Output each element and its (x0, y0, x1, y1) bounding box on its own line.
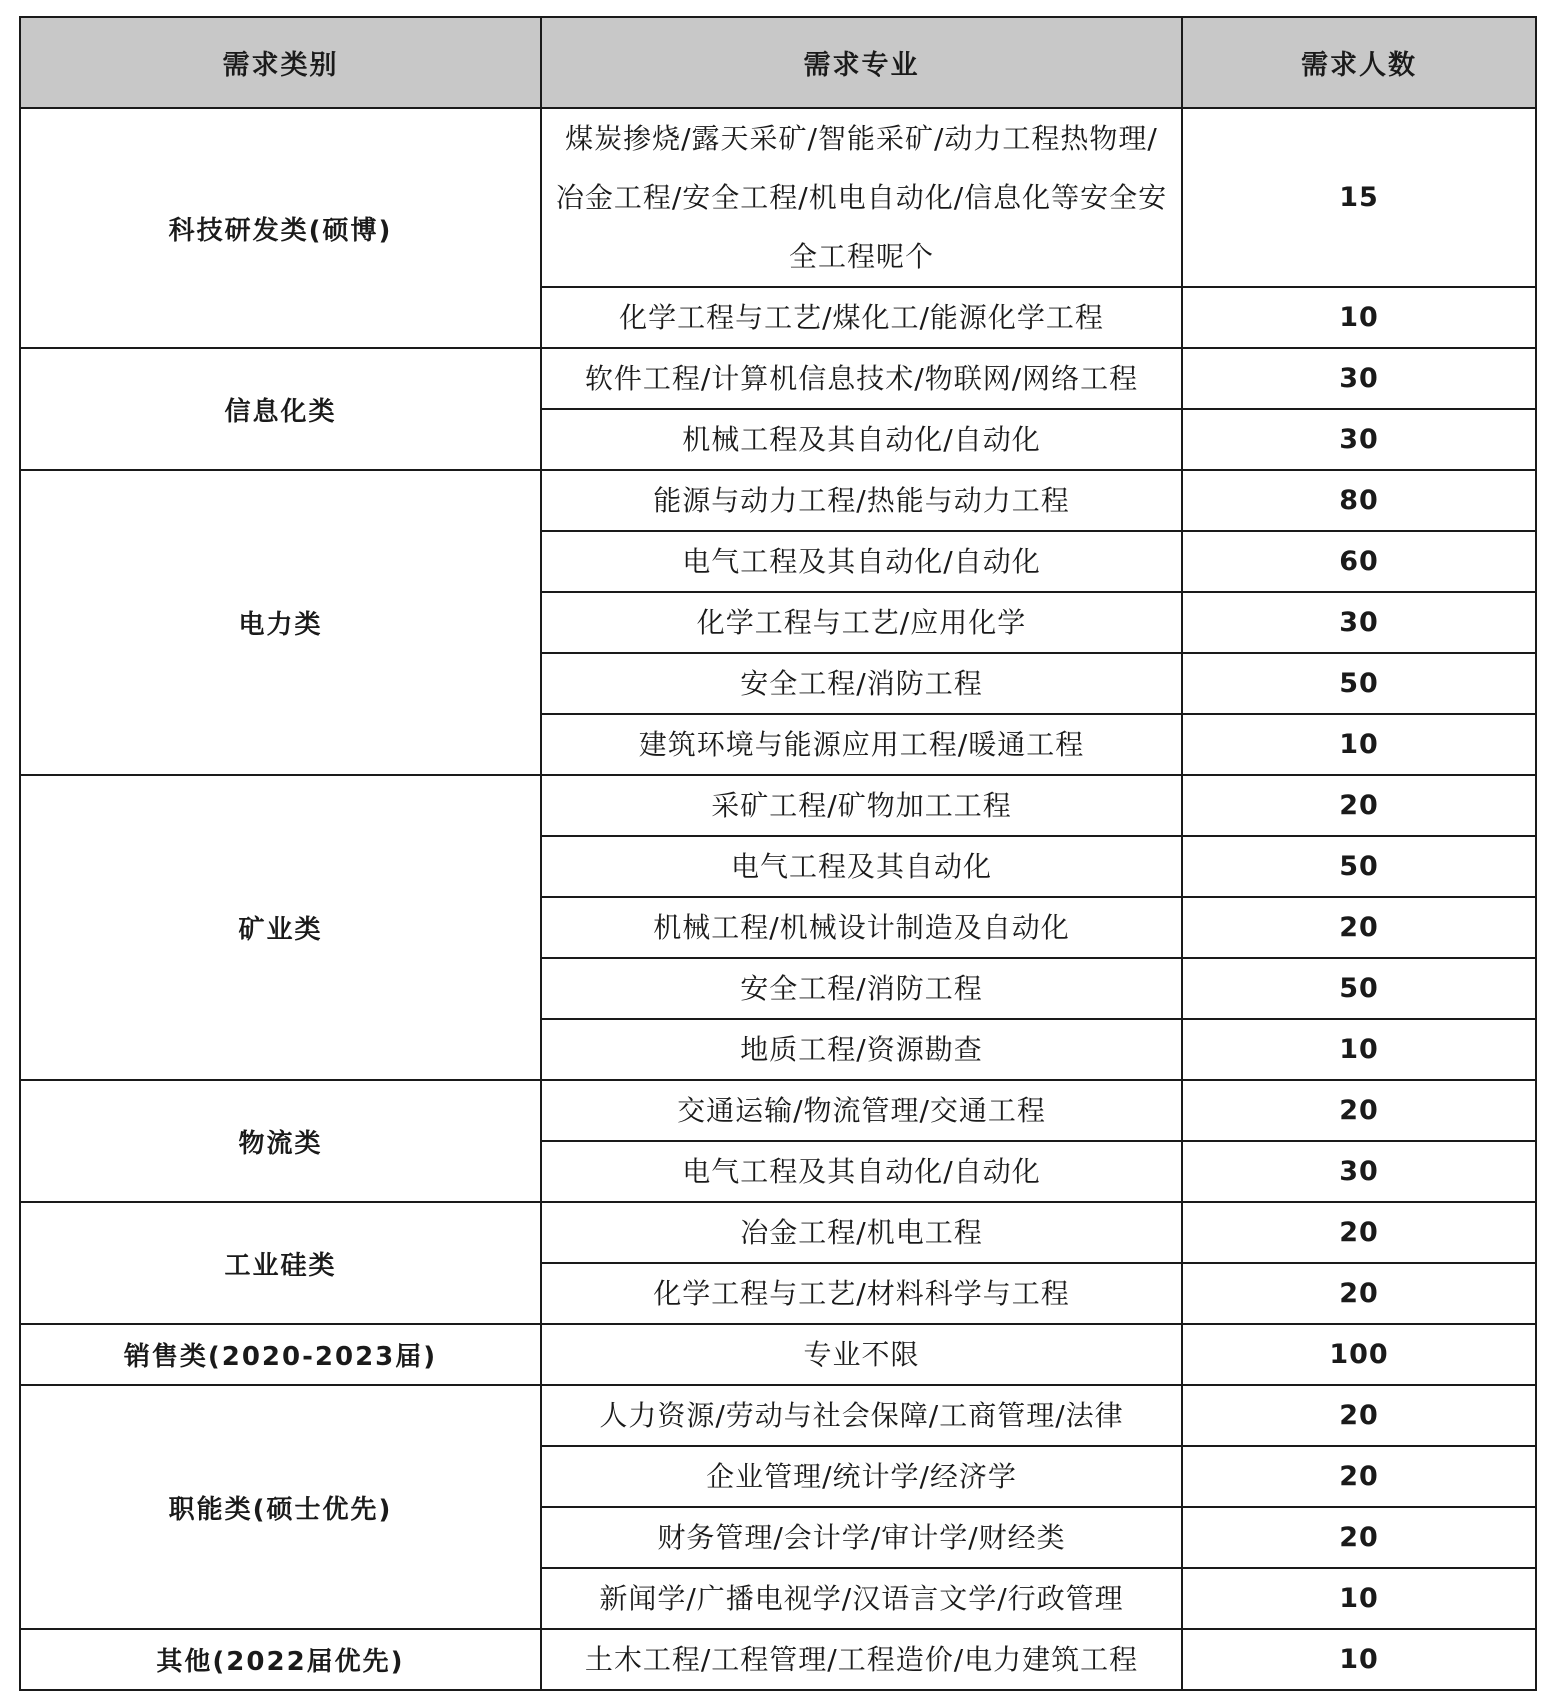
major-cell: 企业管理/统计学/经济学 (541, 1446, 1182, 1507)
count-cell: 60 (1182, 531, 1536, 592)
major-cell: 地质工程/资源勘查 (541, 1019, 1182, 1080)
major-cell: 采矿工程/矿物加工工程 (541, 775, 1182, 836)
category-cell: 电力类 (20, 470, 541, 775)
table-row (20, 108, 1536, 287)
count-cell: 20 (1182, 1080, 1536, 1141)
major-cell: 电气工程及其自动化/自动化 (541, 531, 1182, 592)
count-cell: 30 (1182, 348, 1536, 409)
category-cell: 其他(2022届优先) (20, 1629, 541, 1690)
header-major: 需求专业 (541, 17, 1182, 108)
major-cell: 交通运输/物流管理/交通工程 (541, 1080, 1182, 1141)
major-cell: 新闻学/广播电视学/汉语言文学/行政管理 (541, 1568, 1182, 1629)
table-row (20, 1629, 1536, 1690)
count-cell: 20 (1182, 1507, 1536, 1568)
category-cell: 职能类(硕士优先) (20, 1385, 541, 1629)
table-row (20, 1324, 1536, 1385)
count-cell: 10 (1182, 1568, 1536, 1629)
major-cell: 煤炭掺烧/露天采矿/智能采矿/动力工程热物理/冶金工程/安全工程/机电自动化/信息化等安全安全工程呢个 (541, 108, 1182, 287)
major-cell: 财务管理/会计学/审计学/财经类 (541, 1507, 1182, 1568)
header-row (20, 17, 1536, 108)
table-row (20, 1202, 1536, 1263)
count-cell: 10 (1182, 1019, 1536, 1080)
header-category: 需求类别 (20, 17, 541, 108)
count-cell: 20 (1182, 1202, 1536, 1263)
category-cell: 物流类 (20, 1080, 541, 1202)
count-cell: 10 (1182, 287, 1536, 348)
category-cell: 信息化类 (20, 348, 541, 470)
major-cell: 机械工程及其自动化/自动化 (541, 409, 1182, 470)
table-row (20, 1385, 1536, 1446)
count-cell: 30 (1182, 409, 1536, 470)
count-cell: 30 (1182, 592, 1536, 653)
count-cell: 10 (1182, 1629, 1536, 1690)
category-cell: 工业硅类 (20, 1202, 541, 1324)
count-cell: 50 (1182, 836, 1536, 897)
table-row (20, 470, 1536, 531)
major-cell: 建筑环境与能源应用工程/暖通工程 (541, 714, 1182, 775)
major-cell: 专业不限 (541, 1324, 1182, 1385)
major-cell: 能源与动力工程/热能与动力工程 (541, 470, 1182, 531)
major-cell: 安全工程/消防工程 (541, 958, 1182, 1019)
table-row (20, 348, 1536, 409)
count-cell: 30 (1182, 1141, 1536, 1202)
count-cell: 50 (1182, 958, 1536, 1019)
count-cell: 15 (1182, 108, 1536, 287)
major-cell: 机械工程/机械设计制造及自动化 (541, 897, 1182, 958)
category-cell: 科技研发类(硕博) (20, 108, 541, 348)
category-cell: 矿业类 (20, 775, 541, 1080)
category-cell: 销售类(2020-2023届) (20, 1324, 541, 1385)
header-count: 需求人数 (1182, 17, 1536, 108)
count-cell: 80 (1182, 470, 1536, 531)
count-cell: 10 (1182, 714, 1536, 775)
major-cell: 人力资源/劳动与社会保障/工商管理/法律 (541, 1385, 1182, 1446)
count-cell: 20 (1182, 1385, 1536, 1446)
recruitment-demand-table (19, 16, 1537, 1691)
count-cell: 100 (1182, 1324, 1536, 1385)
major-cell: 土木工程/工程管理/工程造价/电力建筑工程 (541, 1629, 1182, 1690)
table-row (20, 1080, 1536, 1141)
major-cell: 安全工程/消防工程 (541, 653, 1182, 714)
table-row (20, 775, 1536, 836)
major-cell: 化学工程与工艺/应用化学 (541, 592, 1182, 653)
major-cell: 冶金工程/机电工程 (541, 1202, 1182, 1263)
major-cell: 化学工程与工艺/材料科学与工程 (541, 1263, 1182, 1324)
count-cell: 20 (1182, 775, 1536, 836)
count-cell: 20 (1182, 897, 1536, 958)
major-cell: 电气工程及其自动化/自动化 (541, 1141, 1182, 1202)
count-cell: 20 (1182, 1446, 1536, 1507)
major-cell: 化学工程与工艺/煤化工/能源化学工程 (541, 287, 1182, 348)
count-cell: 50 (1182, 653, 1536, 714)
major-cell: 软件工程/计算机信息技术/物联网/网络工程 (541, 348, 1182, 409)
major-cell: 电气工程及其自动化 (541, 836, 1182, 897)
count-cell: 20 (1182, 1263, 1536, 1324)
